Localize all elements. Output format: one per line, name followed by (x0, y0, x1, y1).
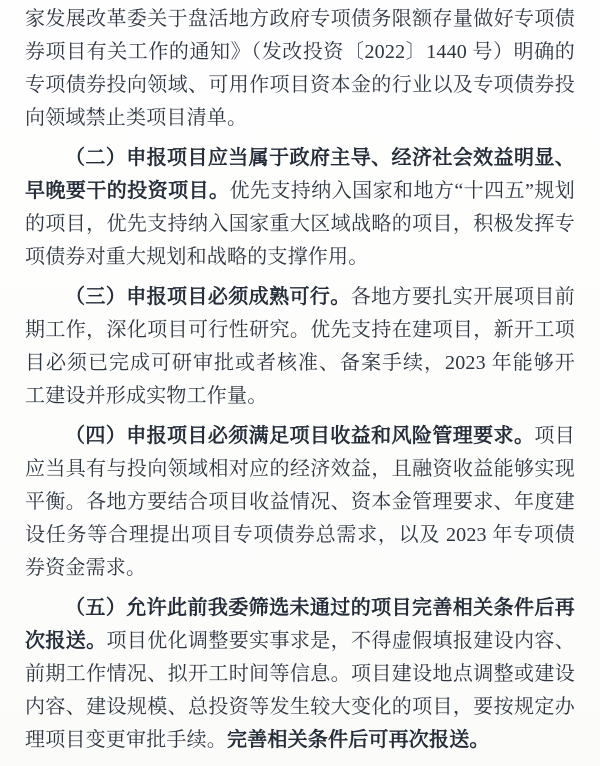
paragraph-text: 优先支持纳入国家和地方“十四五”规划的项目，优先支持纳入国家重大区域战略的项目，积极发挥专项债券对重大规划和战略的支撑作用。 (25, 180, 576, 268)
paragraph-item-5 (25, 592, 575, 757)
paragraph-item-2 (25, 142, 575, 274)
paragraph-lead-sentence: （五）允许此前我委筛选未通过的项目完善相关条件后再次报送。 (25, 597, 575, 652)
paragraph-text: 项目优化调整要实事求是，不得虚假填报建设内容、前期工作情况、拟开工时间等信息。项目建设地点调整或建设内容、建设规模、总投资等发生较大变化的项目，要按规定办理项目变更审批手续。 (25, 630, 575, 751)
paragraph-item-4 (25, 420, 575, 585)
paragraph-item-3 (25, 281, 575, 413)
paragraph-text: 项目应当具有与投向领域相对应的经济效益，且融资收益能够实现平衡。各地方要结合项目收益情况、资本金管理要求、年度建设任务等合理提出项目专项债券总需求，以及 2023 年专项债券资金需求。 (25, 425, 575, 579)
paragraph-lead-sentence: （四）申报项目必须满足项目收益和风险管理要求。 (65, 425, 535, 447)
document-body (25, 3, 575, 757)
paragraph-lead-sentence: （二）申报项目应当属于政府主导、经济社会效益明显、早晚要干的投资项目。 (25, 147, 575, 202)
paragraph-text: 各地方要扎实开展项目前期工作，深化项目可行性研究。优先支持在建项目，新开工项目必须已完成可研审批或者核准、备案手续，2023 年能够开工建设并形成实物工作量。 (25, 286, 575, 407)
paragraph-text: 家发展改革委关于盘活地方政府专项债务限额存量做好专项债券项目有关工作的通知》（发改投资〔2022〕1440 号）明确的专项债券投向领域、可用作项目资本金的行业以及专项债券投向领域禁止类项目清单。 (25, 8, 575, 129)
paragraph-lead-sentence: 完善相关条件后可再次报送。 (227, 729, 490, 751)
paragraph-continuation (25, 3, 575, 135)
paragraph-lead-sentence: （三）申报项目必须成熟可行。 (65, 286, 351, 308)
